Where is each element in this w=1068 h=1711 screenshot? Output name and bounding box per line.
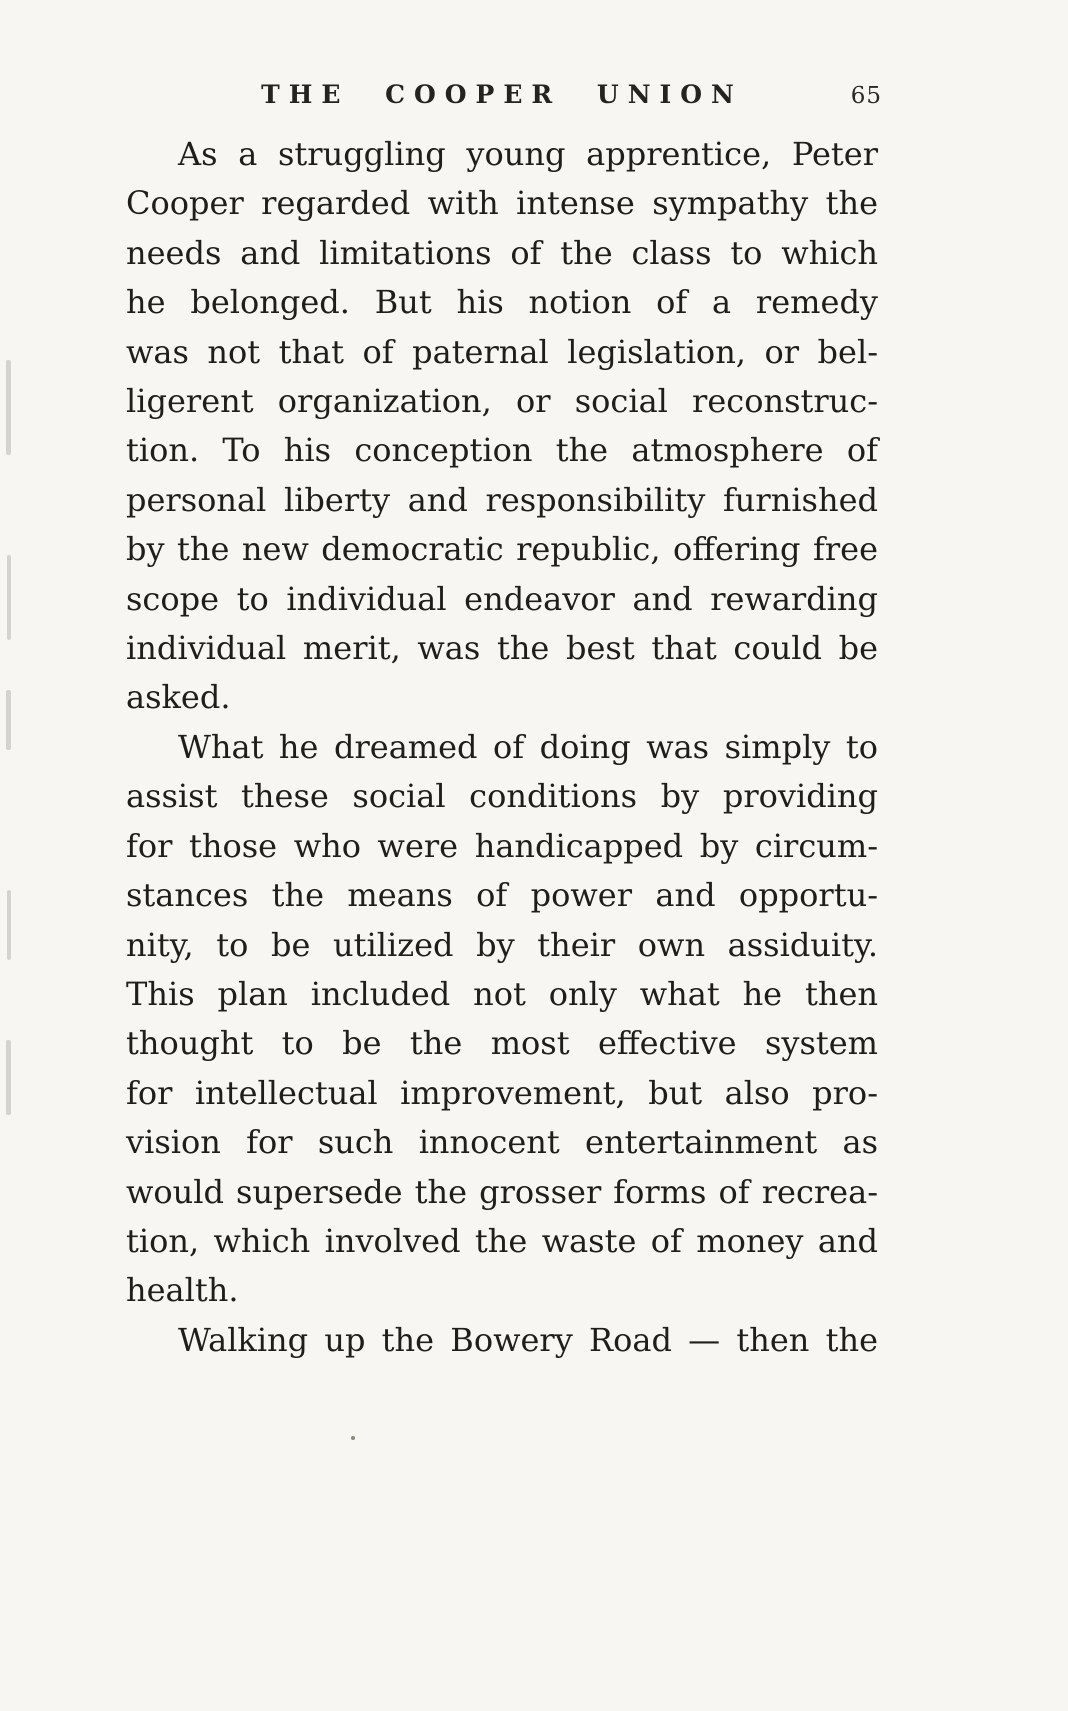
page-header	[128, 80, 882, 116]
scan-edge-artifact	[7, 890, 11, 960]
text-line: ligerent organization, or social reconstruc-	[126, 382, 878, 421]
text-line: for those who were handicapped by circum-	[126, 826, 878, 865]
text-line: for intellectual improvement, but also pro-	[126, 1073, 878, 1112]
page-text	[126, 130, 878, 1365]
text-line: vision for such innocent entertainment as	[126, 1123, 878, 1162]
text-line: tion. To his conception the atmosphere of	[126, 431, 878, 470]
text-line: tion, which involved the waste of money and	[126, 1221, 878, 1260]
scan-edge-artifact	[6, 690, 11, 750]
text-line: Walking up the Bowery Road — then the	[178, 1320, 878, 1359]
text-line: This plan included not only what he then	[126, 974, 878, 1013]
text-line: asked.	[126, 678, 231, 717]
text-line: stances the means of power and opportu-	[126, 876, 878, 915]
page-number: 65	[850, 83, 882, 109]
text-line: he belonged. But his notion of a remedy	[126, 283, 878, 322]
scan-edge-artifact	[6, 1040, 11, 1115]
print-dot-artifact	[351, 1436, 355, 1440]
text-line: health.	[126, 1271, 239, 1310]
scan-edge-artifact	[6, 360, 11, 455]
text-line: scope to individual endeavor and rewarding	[126, 579, 878, 618]
text-line: personal liberty and responsibility furnished	[126, 480, 878, 519]
text-line: nity, to be utilized by their own assiduity.	[126, 925, 878, 964]
text-line: As a struggling young apprentice, Peter	[178, 135, 878, 173]
text-line: assist these social conditions by providing	[126, 777, 878, 816]
text-line: was not that of paternal legislation, or bel-	[126, 332, 878, 371]
text-line: individual merit, was the best that could be	[126, 629, 878, 668]
text-line: What he dreamed of doing was simply to	[178, 727, 878, 766]
text-line: Cooper regarded with intense sympathy the	[126, 184, 878, 223]
scan-edge-artifact	[7, 555, 11, 640]
running-title: THE COOPER UNION	[261, 80, 743, 109]
text-line: needs and limitations of the class to which	[126, 233, 878, 272]
text-line: by the new democratic republic, offering free	[126, 530, 878, 569]
text-line: thought to be the most effective system	[126, 1024, 878, 1063]
text-line: would supersede the grosser forms of recrea-	[126, 1172, 878, 1211]
